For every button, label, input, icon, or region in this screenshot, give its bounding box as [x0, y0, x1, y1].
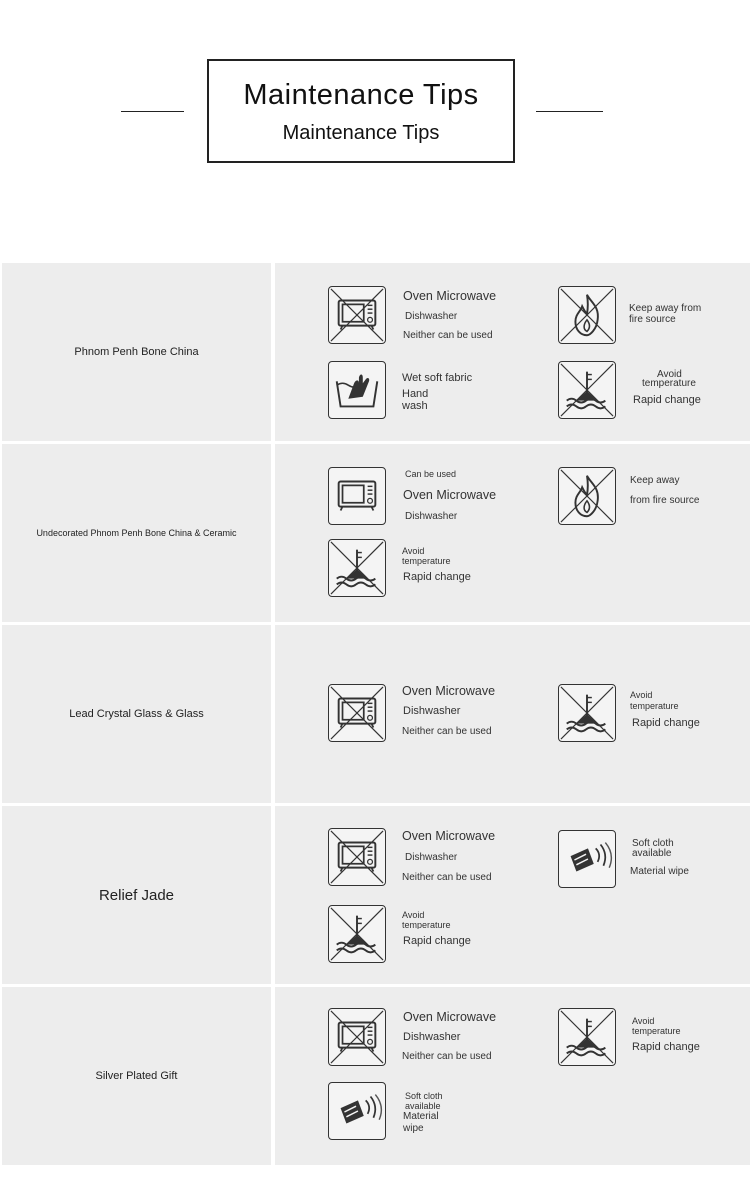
no-microwave-icon [328, 286, 386, 344]
category-label: Silver Plated Gift [95, 1070, 178, 1082]
care-text: Rapid change [633, 394, 701, 406]
care-text: Avoid [632, 1016, 655, 1026]
no-temperature-change-icon [558, 684, 616, 742]
care-text: Avoid [657, 369, 682, 380]
category-label: Phnom Penh Bone China [74, 346, 199, 358]
care-text: Rapid change [632, 717, 700, 729]
care-text: Hand [402, 388, 429, 400]
care-text: from fire source [630, 495, 700, 506]
care-text: Dishwasher [405, 511, 458, 522]
care-text: temperature [642, 378, 696, 389]
care-text: Dishwasher [405, 311, 458, 322]
table-row [2, 444, 750, 622]
category-cell [2, 806, 271, 984]
care-icons-cell [275, 806, 750, 984]
page-subtitle: Maintenance Tips [282, 122, 440, 144]
category-label: Undecorated Phnom Penh Bone China & Ceramic [36, 528, 237, 538]
care-text: Wet soft fabric [402, 372, 473, 384]
category-label: Relief Jade [98, 886, 175, 904]
care-text: Rapid change [403, 935, 471, 947]
category-cell [2, 987, 271, 1165]
soft-cloth-wipe-icon [558, 830, 616, 888]
care-text: Material wipe [630, 866, 689, 877]
left-divider [121, 111, 184, 112]
title-box [207, 59, 515, 163]
no-microwave-icon [328, 1008, 386, 1066]
care-text: temperature [630, 701, 679, 711]
care-text: Oven Microwave [402, 684, 496, 698]
no-fire-icon [558, 467, 616, 525]
care-text: Neither can be used [402, 1051, 492, 1062]
care-text: Oven Microwave [402, 829, 496, 843]
care-text: temperature [402, 556, 451, 566]
page-header [0, 0, 750, 240]
care-text: Soft cloth [632, 838, 674, 849]
care-text: Rapid change [632, 1041, 700, 1053]
care-text: Material [403, 1111, 439, 1122]
care-text: Neither can be used [403, 330, 493, 341]
care-text: temperature [632, 1026, 681, 1036]
care-text: available [405, 1101, 441, 1111]
care-text: Dishwasher [405, 852, 458, 863]
care-text: Neither can be used [402, 872, 492, 883]
care-text: temperature [402, 921, 451, 929]
right-divider [536, 111, 603, 112]
microwave-icon [328, 467, 386, 525]
care-text: Avoid [630, 690, 653, 700]
care-text: available [632, 848, 672, 859]
care-text: Keep away [630, 475, 680, 486]
care-icons-cell [275, 263, 750, 441]
soft-cloth-wipe-icon [328, 1082, 386, 1140]
table-row [2, 625, 750, 803]
care-text: Dishwasher [403, 1031, 461, 1043]
care-text: Rapid change [403, 571, 471, 583]
care-text: fire source [629, 314, 676, 325]
care-text: Oven Microwave [403, 488, 497, 502]
care-text: Avoid [402, 910, 425, 920]
care-text: wipe [403, 1123, 424, 1134]
table-row [2, 263, 750, 441]
table-row [2, 987, 750, 1165]
no-temperature-change-icon [328, 905, 386, 963]
care-text: Keep away from [629, 303, 702, 314]
no-microwave-icon [328, 828, 386, 886]
no-temperature-change-icon [558, 361, 616, 419]
no-microwave-icon [328, 684, 386, 742]
care-text: Can be used [405, 469, 457, 479]
care-text: Soft cloth [405, 1091, 443, 1101]
care-text: Oven Microwave [403, 1010, 497, 1024]
care-text: wash [402, 400, 428, 412]
category-cell [2, 625, 271, 803]
care-text: Avoid [402, 546, 425, 556]
care-text: Oven Microwave [403, 289, 497, 303]
category-cell [2, 263, 271, 441]
care-text: Dishwasher [403, 705, 461, 717]
care-icons-cell [275, 625, 750, 803]
category-label: Lead Crystal Glass & Glass [69, 708, 204, 720]
care-icons-cell [275, 987, 750, 1165]
no-fire-icon [558, 286, 616, 344]
no-temperature-change-icon [328, 539, 386, 597]
page-title: Maintenance Tips [243, 79, 479, 111]
care-text: Neither can be used [402, 726, 492, 737]
hand-wash-icon [328, 361, 386, 419]
table-row [2, 806, 750, 984]
care-icons-cell [275, 444, 750, 622]
category-cell [2, 444, 271, 622]
no-temperature-change-icon [558, 1008, 616, 1066]
